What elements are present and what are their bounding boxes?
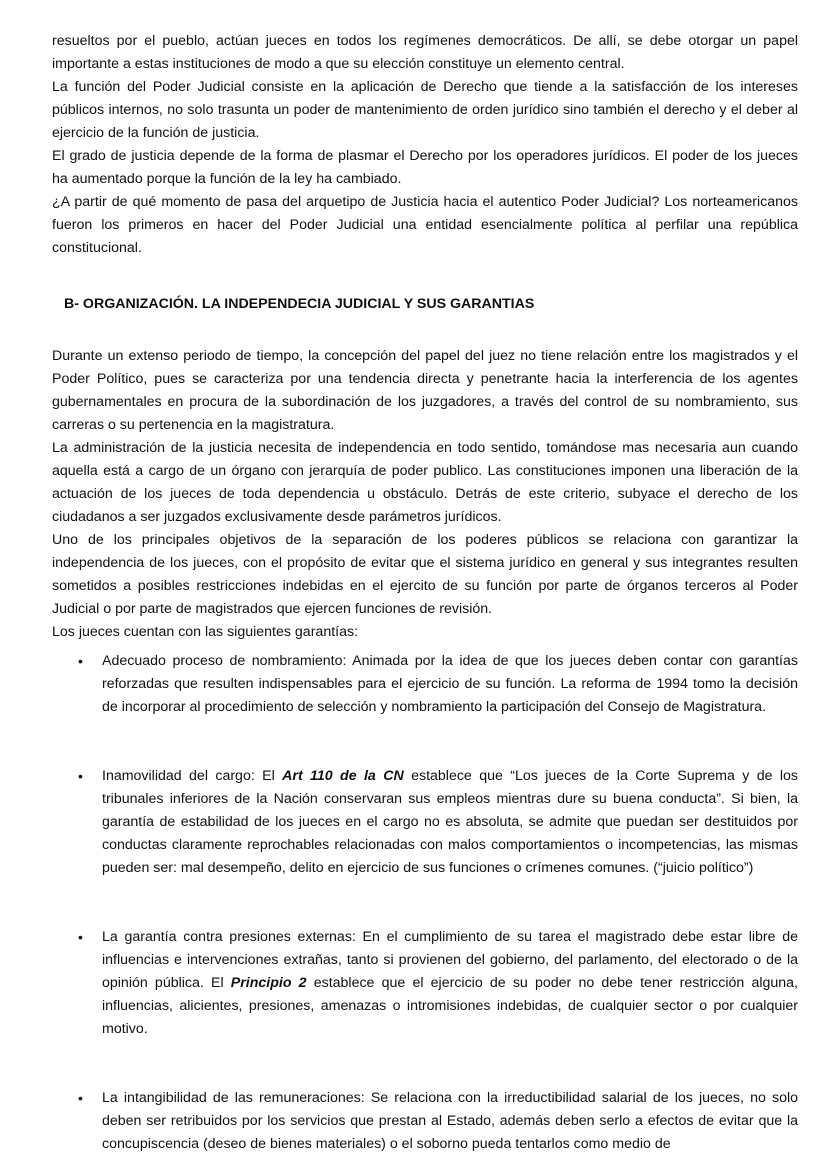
section-paragraph-3: Uno de los principales objetivos de la separación de los poderes públicos se relaciona con garantizar la independencia de los jueces, con el propósito de evitar que el sistema jurídico en general y sus integrantes resulten sometidos a posibles restricciones indebidas en el ejercito de su función por parte de órganos terceros al Poder Judicial o por parte de magistrados que ejercen funciones de revisión. <box>52 532 798 617</box>
bullet-icon: • <box>78 653 83 669</box>
list-item-text-before: Inamovilidad del cargo: El <box>102 768 283 784</box>
list-item-text-before: La garantía contra presiones externas: En el cumplimiento de su tarea el magistrado debe estar libre de influencias e intervenciones extrañas, tanto si provienen del gobierno, del parlamento, del electorado o de la opinión pública. El <box>102 929 798 991</box>
section-paragraph-2: La administración de la justicia necesita de independencia en todo sentido, tomándose mas necesaria aun cuando aquella está a cargo de un órgano con jerarquía de poder publico. Las constituciones imponen una liberación de la actuación de los jueces de toda dependencia u obstáculo. Detrás de este criterio, subyace el derecho de los ciudadanos a ser juzgados exclusivamente desde parámetros jurídicos. <box>52 440 798 525</box>
list-item-remuneration <box>52 1087 798 1156</box>
list-item-tenure <box>52 765 798 880</box>
intro-paragraph-4: ¿A partir de qué momento de pasa del arquetipo de Justicia hacia el autentico Poder Judicial? Los norteamericanos fueron los primeros en hacer del Poder Judicial una entidad esencialmente política al perfilar una república constitucional. <box>52 194 798 256</box>
list-item-text-after: establece que el ejercicio de su poder no debe tener restricción alguna, influencias, alicientes, presiones, amenazas o intromisiones indebidas, de cualquier sector o por cualquier motivo. <box>102 975 798 1037</box>
intro-paragraph-2: La función del Poder Judicial consiste en la aplicación de Derecho que tiende a la satisfacción de los intereses públicos internos, no solo trasunta un poder de mantenimiento de orden jurídico sino también el derecho y el deber al ejercicio de la función de justicia. <box>52 79 798 141</box>
section-heading: B- ORGANIZACIÓN. LA INDEPENDECIA JUDICIAL Y SUS GARANTIAS <box>64 296 535 312</box>
bullet-icon: • <box>78 929 83 945</box>
list-item-text: Adecuado proceso de nombramiento: Animada por la idea de que los jueces deben contar con garantías reforzadas que resulten indispensables para el ejercicio de su función. La reforma de 1994 tomo la decisión de incorporar al procedimiento de selección y nombramiento la participación del Consejo de Magistratura. <box>102 653 798 715</box>
intro-paragraph-1: resueltos por el pueblo, actúan jueces en todos los regímenes democráticos. De allí, se debe otorgar un papel importante a estas instituciones de modo a que su elección constituye un elemento central. <box>52 33 798 72</box>
article-reference: Art 110 de la CN <box>282 768 404 784</box>
guarantees-list <box>52 650 798 1156</box>
bullet-icon: • <box>78 768 83 784</box>
section-paragraph-4: Los jueces cuentan con las siguientes garantías: <box>52 624 359 640</box>
list-item-text-after: establece que “Los jueces de la Corte Suprema y de los tribunales inferiores de la Nación conservaran sus empleos mientras dure su buena conducta”. Si bien, la garantía de estabilidad de los jueces en el cargo no es absoluta, se admite que puedan ser destituidos por conductas claramente reprochables relacionadas con malos comportamientos o incompetencias, las mismas pueden ser: mal desempeño, delito en ejercicio de sus funciones o crímenes comunes. (“juicio político”) <box>102 768 799 876</box>
heading-spacer <box>52 316 798 345</box>
list-item-external-pressure <box>52 926 798 1041</box>
bullet-icon: • <box>78 1090 83 1106</box>
section-paragraph-1: Durante un extenso periodo de tiempo, la concepción del papel del juez no tiene relación entre los magistrados y el Poder Político, pues se caracteriza por una tendencia directa y penetrante hacia la interferencia de los agentes gubernamentales en procura de la subordinación de los juzgadores, a través del control de su nombramiento, sus carreras o su pertenencia en la magistratura. <box>52 348 798 433</box>
principle-reference: Principio 2 <box>230 975 307 991</box>
intro-paragraph-3: El grado de justicia depende de la forma de plasmar el Derecho por los operadores jurídicos. El poder de los jueces ha aumentado porque la función de la ley ha cambiado. <box>52 148 798 187</box>
list-item-appointment <box>52 650 798 719</box>
list-item-text: La intangibilidad de las remuneraciones: Se relaciona con la irreductibilidad salarial de los jueces, no solo deben ser retribuidos por los servicios que prestan al Estado, además deben serlo a efectos de evitar que la concupiscencia (deseo de bienes materiales) o el soborno pueda tentarlos como medio de <box>102 1090 798 1152</box>
